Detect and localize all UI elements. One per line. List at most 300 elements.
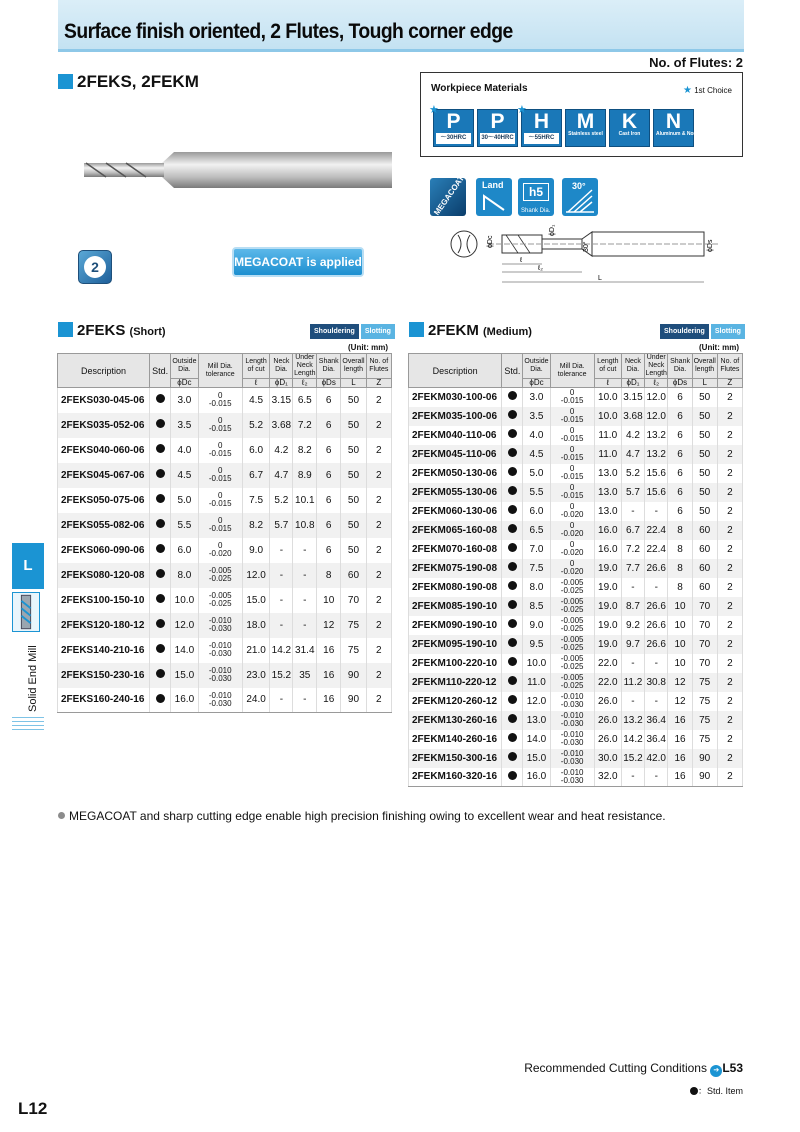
row-std (502, 559, 523, 578)
tol-lower: -0.015 (208, 524, 232, 533)
col-length-cut: Length of cut (594, 354, 621, 379)
fekm-title: 2FEKM (428, 322, 479, 339)
megacoat-note (58, 809, 666, 823)
table-row (409, 559, 743, 578)
row-outside-dia: 6.0 (523, 502, 550, 521)
row-overall-length: 70 (692, 616, 717, 635)
row-neck-dia: 14.2 (270, 638, 293, 663)
row-length-cut: 13.0 (594, 464, 621, 483)
row-neck-dia: 7.2 (621, 540, 644, 559)
tol-lower: -0.020 (560, 567, 584, 576)
row-outside-dia: 7.0 (523, 540, 550, 559)
row-length-cut: 5.2 (242, 413, 269, 438)
row-description: 2FEKM130-260-16 (409, 711, 502, 730)
row-description: 2FEKM035-100-06 (409, 407, 502, 426)
megacoat-button[interactable]: MEGACOAT is applied (232, 247, 364, 277)
row-neck-dia: - (270, 613, 293, 638)
tol-lower: -0.025 (560, 643, 584, 652)
row-outside-dia: 9.5 (523, 635, 550, 654)
dim-dc-label: ϕDc (487, 235, 494, 248)
series-heading (58, 72, 199, 92)
row-std (502, 692, 523, 711)
row-std (502, 635, 523, 654)
row-shank-dia: 8 (668, 521, 692, 540)
recommended-conditions-link[interactable] (524, 1061, 743, 1077)
table-row (58, 563, 392, 588)
row-std (502, 654, 523, 673)
tol-upper: -0.010 (560, 730, 584, 739)
row-std (150, 563, 171, 588)
row-outside-dia: 8.5 (523, 597, 550, 616)
std-item-legend (690, 1084, 743, 1097)
row-neck-dia: 8.7 (621, 597, 644, 616)
row-overall-length: 50 (692, 426, 717, 445)
std-dot-icon (508, 543, 517, 552)
row-tolerance (550, 407, 594, 426)
row-description: 2FEKM065-160-08 (409, 521, 502, 540)
material-n (653, 109, 737, 147)
material-letter: H (533, 110, 550, 133)
tol-lower: -0.030 (208, 698, 232, 708)
tol-upper: 0 (218, 441, 223, 450)
flute-count-icon (78, 250, 112, 284)
side-label (20, 640, 39, 712)
row-tolerance (198, 563, 242, 588)
row-std (502, 578, 523, 597)
row-length-cut: 30.0 (594, 749, 621, 768)
row-neck-dia: 4.7 (270, 463, 293, 488)
row-outside-dia: 7.5 (523, 559, 550, 578)
feks-subtitle: (Short) (129, 326, 166, 338)
row-under-neck: 30.8 (644, 673, 668, 692)
row-under-neck: - (644, 502, 668, 521)
col-description: Description (409, 354, 502, 388)
row-flutes: 2 (717, 521, 742, 540)
row-shank-dia: 16 (668, 730, 692, 749)
row-under-neck: 35 (293, 663, 317, 688)
table-row (58, 388, 392, 413)
row-outside-dia: 13.0 (523, 711, 550, 730)
row-length-cut: 12.0 (242, 563, 269, 588)
col-description: Description (58, 354, 150, 388)
row-std (150, 638, 171, 663)
row-under-neck: 8.2 (293, 438, 317, 463)
tol-upper: 0 (569, 540, 575, 549)
tol-upper: -0.010 (560, 767, 584, 777)
star-icon: ★ (683, 85, 692, 96)
row-length-cut: 19.0 (594, 616, 621, 635)
material-letter: P (446, 110, 461, 133)
row-std (502, 502, 523, 521)
row-description: 2FEKS050-075-06 (58, 488, 150, 513)
std-dot-icon (156, 469, 165, 478)
table-row (58, 538, 392, 563)
row-neck-dia: 3.68 (270, 413, 293, 438)
row-flutes: 2 (717, 635, 742, 654)
tol-lower: -0.025 (560, 605, 584, 614)
row-overall-length: 60 (692, 559, 717, 578)
row-outside-dia: 9.0 (523, 616, 550, 635)
tol-upper: 0 (218, 516, 223, 525)
row-std (150, 438, 171, 463)
row-neck-dia: 9.7 (621, 635, 644, 654)
sym-l: ℓ (242, 379, 269, 388)
row-outside-dia: 3.0 (171, 388, 198, 413)
std-dot-icon (508, 619, 517, 628)
table-row (58, 513, 392, 538)
row-shank-dia: 12 (317, 613, 341, 638)
row-description: 2FEKS120-180-12 (58, 613, 150, 638)
row-outside-dia: 8.0 (523, 578, 550, 597)
row-shank-dia: 16 (668, 749, 692, 768)
tol-upper: 0 (218, 416, 223, 425)
row-shank-dia: 12 (668, 673, 692, 692)
row-tolerance (550, 711, 594, 730)
tol-lower: -0.015 (560, 491, 584, 500)
sym-L: L (692, 379, 717, 388)
row-under-neck: - (644, 654, 668, 673)
row-neck-dia: 5.2 (270, 488, 293, 513)
row-length-cut: 26.0 (594, 692, 621, 711)
tol-upper: 0 (569, 426, 575, 435)
std-dot-icon (156, 544, 165, 553)
tol-upper: -0.005 (560, 673, 584, 682)
square-bullet-icon (58, 74, 73, 89)
row-shank-dia: 6 (317, 438, 341, 463)
tol-lower: -0.030 (208, 649, 232, 658)
row-under-neck: 10.8 (293, 513, 317, 538)
dim-l2-label: ℓ₂ (538, 265, 543, 272)
row-tolerance (550, 540, 594, 559)
row-tolerance (198, 388, 242, 413)
row-std (150, 488, 171, 513)
row-shank-dia: 10 (668, 616, 692, 635)
row-std (150, 688, 171, 713)
side-label-text: Solid End Mill (27, 645, 39, 712)
row-outside-dia: 15.0 (171, 663, 198, 688)
tool-dimension-drawing (448, 218, 730, 290)
tol-lower: -0.030 (208, 624, 232, 633)
col-overall-length: Overall length (341, 354, 366, 379)
tol-upper: 0 (218, 391, 223, 401)
row-description: 2FEKS045-067-06 (58, 463, 150, 488)
row-tolerance (550, 730, 594, 749)
material-sub: ～55HRC (524, 133, 559, 144)
std-dot-icon (508, 562, 517, 571)
row-overall-length: 60 (692, 521, 717, 540)
row-length-cut: 13.0 (594, 502, 621, 521)
slotting-tag: Slotting (361, 324, 395, 339)
tol-upper: 0 (569, 407, 575, 416)
row-description: 2FEKM075-190-08 (409, 559, 502, 578)
row-neck-dia: 9.2 (621, 616, 644, 635)
table-row (409, 407, 743, 426)
row-flutes: 2 (366, 513, 391, 538)
side-decoration-lines (12, 717, 44, 733)
table-row (409, 692, 743, 711)
row-shank-dia: 16 (668, 768, 692, 787)
row-shank-dia: 6 (668, 502, 692, 521)
title-bar (58, 0, 744, 52)
sym-l: ℓ (594, 379, 621, 388)
row-outside-dia: 6.5 (523, 521, 550, 540)
row-tolerance (550, 445, 594, 464)
row-under-neck: 8.9 (293, 463, 317, 488)
row-flutes: 2 (366, 488, 391, 513)
row-neck-dia: - (270, 563, 293, 588)
tol-upper: 0 (218, 491, 223, 500)
row-flutes: 2 (717, 730, 742, 749)
row-std (502, 483, 523, 502)
material-sub: ～30HRC (436, 133, 471, 144)
row-overall-length: 70 (692, 654, 717, 673)
row-shank-dia: 6 (668, 426, 692, 445)
material-p-hard (477, 109, 518, 147)
table-row (409, 711, 743, 730)
std-dot-icon (508, 505, 517, 514)
row-std (502, 540, 523, 559)
table-row (58, 488, 392, 513)
tol-lower: -0.025 (560, 586, 584, 595)
row-overall-length: 50 (692, 388, 717, 407)
row-std (150, 613, 171, 638)
row-shank-dia: 10 (317, 588, 341, 613)
tol-upper: 0 (569, 464, 575, 473)
std-dot-icon (508, 657, 517, 666)
row-neck-dia: 15.2 (270, 663, 293, 688)
table-row (409, 768, 743, 787)
table-row (409, 388, 743, 407)
row-flutes: 2 (717, 711, 742, 730)
square-bullet-icon (409, 322, 424, 337)
material-sub: 30～40HRC (480, 133, 515, 144)
row-outside-dia: 5.0 (523, 464, 550, 483)
row-description: 2FEKS100-150-10 (58, 588, 150, 613)
row-tolerance (550, 464, 594, 483)
table-row (58, 638, 392, 663)
row-std (502, 673, 523, 692)
row-neck-dia: 4.2 (621, 426, 644, 445)
tol-upper: 0 (569, 502, 575, 511)
row-outside-dia: 5.0 (171, 488, 198, 513)
row-shank-dia: 8 (668, 540, 692, 559)
row-length-cut: 10.0 (594, 388, 621, 407)
fekm-subtitle: (Medium) (483, 326, 532, 338)
std-dot-icon (508, 429, 517, 438)
row-flutes: 2 (717, 464, 742, 483)
tol-upper: -0.010 (560, 711, 584, 720)
tol-upper: 0 (569, 521, 575, 530)
row-tolerance (198, 488, 242, 513)
col-tolerance: Mill Dia. tolerance (198, 354, 242, 388)
col-std: Std. (502, 354, 523, 388)
row-under-neck: - (644, 578, 668, 597)
row-flutes: 2 (717, 540, 742, 559)
std-dot-icon (508, 733, 517, 742)
row-outside-dia: 4.5 (171, 463, 198, 488)
table-row (58, 413, 392, 438)
row-flutes: 2 (366, 538, 391, 563)
row-std (502, 597, 523, 616)
tol-lower: -0.020 (560, 510, 584, 519)
sym-ds: ϕDs (668, 379, 692, 388)
material-letter: M (576, 110, 595, 133)
row-under-neck: 13.2 (644, 426, 668, 445)
row-shank-dia: 6 (668, 483, 692, 502)
tol-lower: -0.015 (208, 499, 232, 508)
material-list (429, 104, 737, 147)
row-overall-length: 90 (341, 663, 366, 688)
material-sub: Aluminum & Non Ferrous Material (656, 131, 737, 137)
row-length-cut: 24.0 (242, 688, 269, 713)
row-neck-dia: - (621, 692, 644, 711)
first-choice-legend (683, 85, 732, 96)
sym-l2: ℓ₂ (293, 379, 317, 388)
row-flutes: 2 (366, 688, 391, 713)
star-icon: ★ (517, 104, 527, 116)
row-shank-dia: 6 (317, 463, 341, 488)
row-under-neck: 22.4 (644, 521, 668, 540)
row-tolerance (198, 513, 242, 538)
row-shank-dia: 16 (317, 663, 341, 688)
table-row (409, 483, 743, 502)
row-length-cut: 6.0 (242, 438, 269, 463)
std-item-text: ：Std. Item (697, 1086, 743, 1096)
row-outside-dia: 15.0 (523, 749, 550, 768)
row-under-neck: 36.4 (644, 711, 668, 730)
row-description: 2FEKM045-110-06 (409, 445, 502, 464)
std-dot-icon (508, 391, 517, 400)
row-flutes: 2 (717, 692, 742, 711)
row-under-neck: - (293, 688, 317, 713)
col-neck-dia: Neck Dia. (270, 354, 293, 379)
row-neck-dia: - (621, 768, 644, 787)
table-row (409, 730, 743, 749)
row-description: 2FEKM055-130-06 (409, 483, 502, 502)
material-m (565, 109, 606, 147)
row-length-cut: 6.7 (242, 463, 269, 488)
row-flutes: 2 (717, 559, 742, 578)
page-title: Surface finish oriented, 2 Flutes, Tough corner edge (64, 20, 513, 43)
end-mill-image (76, 150, 394, 190)
tol-upper: -0.005 (560, 635, 584, 644)
sym-L: L (341, 379, 366, 388)
row-neck-dia: 4.2 (270, 438, 293, 463)
row-neck-dia: 13.2 (621, 711, 644, 730)
flutes-count-label: No. of Flutes: 2 (649, 55, 743, 70)
row-shank-dia: 12 (668, 692, 692, 711)
tol-lower: -0.015 (560, 434, 584, 443)
row-shank-dia: 6 (317, 388, 341, 413)
feks-unit-label: (Unit: mm) (348, 343, 388, 352)
row-flutes: 2 (717, 616, 742, 635)
row-under-neck: - (644, 768, 668, 787)
feks-spec-table (57, 353, 392, 713)
row-std (502, 521, 523, 540)
tol-upper: -0.005 (560, 597, 584, 606)
material-letter: P (490, 110, 505, 133)
row-std (502, 768, 523, 787)
row-flutes: 2 (717, 483, 742, 502)
dim-d1-label: ϕD₁ (549, 224, 556, 236)
row-neck-dia: 5.2 (621, 464, 644, 483)
feks-application-pills (310, 324, 395, 339)
row-tolerance (198, 613, 242, 638)
row-overall-length: 75 (341, 613, 366, 638)
row-tolerance (550, 502, 594, 521)
tol-lower: -0.025 (208, 574, 232, 583)
row-overall-length: 60 (692, 578, 717, 597)
row-std (150, 538, 171, 563)
row-description: 2FEKM160-320-16 (409, 768, 502, 787)
table-row (409, 597, 743, 616)
row-flutes: 2 (366, 463, 391, 488)
row-overall-length: 75 (692, 673, 717, 692)
col-outside-dia: Outside Dia. (171, 354, 198, 379)
tol-lower: -0.015 (208, 399, 232, 409)
std-dot-icon (690, 1087, 698, 1095)
row-std (150, 663, 171, 688)
row-neck-dia: - (270, 688, 293, 713)
section-tab-l[interactable]: L (12, 543, 44, 589)
tol-lower: -0.015 (560, 472, 584, 481)
tol-lower: -0.030 (560, 757, 584, 766)
table-row (409, 749, 743, 768)
col-std: Std. (150, 354, 171, 388)
tol-upper: -0.005 (208, 591, 232, 600)
row-neck-dia: 14.2 (621, 730, 644, 749)
row-overall-length: 50 (692, 502, 717, 521)
row-overall-length: 75 (692, 730, 717, 749)
material-sub: Stainless steel (568, 131, 603, 137)
tol-lower: -0.030 (560, 738, 584, 747)
table-row (58, 438, 392, 463)
row-std (150, 588, 171, 613)
col-flutes: No. of Flutes (717, 354, 742, 379)
table-row (409, 426, 743, 445)
row-flutes: 2 (717, 673, 742, 692)
row-description: 2FEKM040-110-06 (409, 426, 502, 445)
row-outside-dia: 10.0 (523, 654, 550, 673)
row-description: 2FEKS160-240-16 (58, 688, 150, 713)
workpiece-title: Workpiece Materials (431, 83, 528, 94)
row-length-cut: 15.0 (242, 588, 269, 613)
row-neck-dia: - (621, 654, 644, 673)
tol-upper: 0 (569, 388, 575, 398)
workpiece-materials-panel (420, 72, 743, 157)
row-std (502, 388, 523, 407)
std-dot-icon (156, 619, 165, 628)
row-length-cut: 16.0 (594, 521, 621, 540)
row-description: 2FEKS030-045-06 (58, 388, 150, 413)
row-neck-dia: 15.2 (621, 749, 644, 768)
row-tolerance (550, 578, 594, 597)
std-dot-icon (156, 519, 165, 528)
row-flutes: 2 (717, 749, 742, 768)
sym-dc: ϕDc (171, 379, 198, 388)
row-under-neck: 15.6 (644, 483, 668, 502)
row-outside-dia: 12.0 (523, 692, 550, 711)
col-tolerance: Mill Dia. tolerance (550, 354, 594, 388)
row-std (502, 711, 523, 730)
row-shank-dia: 6 (317, 538, 341, 563)
tol-upper: -0.010 (560, 749, 584, 758)
angle-icon (562, 178, 598, 216)
row-description: 2FEKM120-260-12 (409, 692, 502, 711)
tol-upper: -0.010 (208, 690, 232, 700)
row-flutes: 2 (717, 597, 742, 616)
row-flutes: 2 (717, 445, 742, 464)
